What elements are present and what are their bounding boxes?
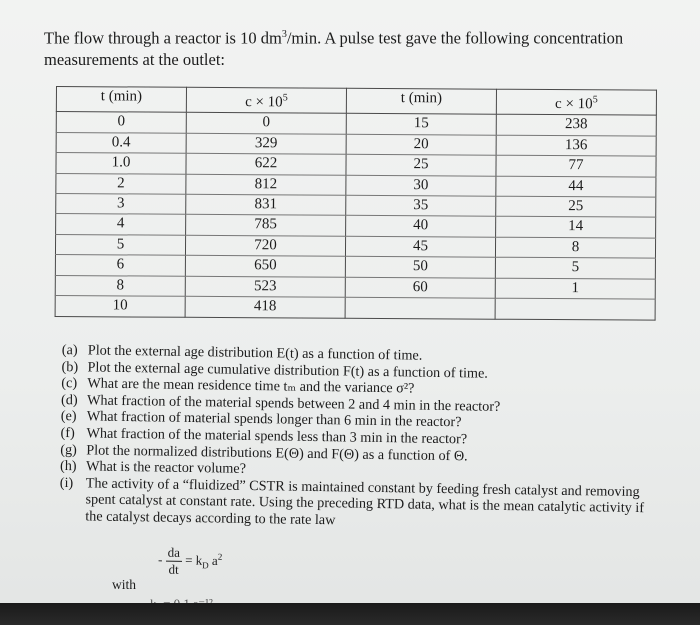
bottom-shadow-bar [0, 603, 700, 625]
question-label: (g) [60, 441, 77, 458]
question-text: Plot the external age cumulative distribution F(t) as a function of time. [87, 359, 488, 382]
table-cell: 10 [55, 296, 185, 318]
table-cell: 14 [496, 217, 656, 238]
table-cell: 6 [55, 255, 185, 276]
table-cell: 4 [56, 214, 186, 235]
eq-numerator: da [166, 545, 183, 562]
table-cell: 60 [345, 277, 495, 298]
with-label: with [112, 577, 137, 592]
table-cell: 418 [185, 296, 345, 318]
table-cell: 20 [346, 134, 496, 155]
rate-law-equation: - $\frac{da}{dt}$ = $k_D$ $a^2$ [157, 544, 223, 577]
table-cell: 1.0 [56, 153, 186, 174]
intro-line1-end: /min. A pulse test gave the following concentration [286, 28, 624, 48]
concentration-table [55, 86, 657, 321]
table-cell: 5 [495, 257, 655, 278]
header-time-1: t (min) [56, 87, 186, 113]
table-cell: 35 [346, 195, 496, 216]
table-cell: 523 [185, 276, 345, 297]
question-text: What fraction of material spends longer than 6 min in the reactor? [86, 408, 462, 431]
question-text: What fraction of the material spends between 2 and 4 min in the reactor? [86, 392, 501, 415]
table-cell: 50 [345, 257, 495, 278]
question-text: The activity of a “fluidized” CSTR is maintained constant by feeding fresh catalyst and removing spent catalyst at constant rate. Using the preceding RTD data, what is the mean catalytic activity if the catalyst decays according to the rate law [85, 475, 645, 529]
question-label: (c) [61, 375, 78, 392]
table-cell: 136 [496, 135, 656, 156]
table-cell [345, 297, 495, 319]
table-cell: 8 [495, 237, 655, 258]
table-header-row [56, 87, 656, 116]
question-text: What fraction of the material spends less than 3 min in the reactor? [86, 425, 468, 448]
question-text: What is the reactor volume? [85, 458, 247, 478]
table-cell: 3 [56, 194, 186, 215]
question-label: (i) [59, 474, 74, 491]
table-cell [495, 298, 655, 320]
table-cell: 15 [346, 114, 496, 135]
table-cell: 0.4 [56, 132, 186, 153]
table-cell: 650 [185, 256, 345, 277]
problem-intro [44, 24, 664, 70]
table-cell: 40 [346, 216, 496, 237]
intro-line1: The flow through a reactor is 10 dm [44, 28, 282, 48]
question-label: (f) [60, 424, 75, 442]
table-cell: 25 [496, 196, 656, 217]
table-cell: 0 [56, 112, 186, 133]
question-label: (h) [59, 458, 77, 475]
header-conc-2: $c \times 10^5$ [496, 89, 656, 115]
question-item [59, 475, 660, 534]
table-cell: 785 [186, 215, 346, 236]
table-cell: 5 [55, 234, 185, 255]
table-cell: 1 [495, 278, 655, 299]
table-cell: 30 [346, 175, 496, 196]
table-cell: 44 [496, 176, 656, 197]
eq-denominator: dt [168, 561, 179, 577]
table-cell: 0 [186, 113, 346, 134]
table-cell: 329 [186, 133, 346, 154]
question-label: (b) [61, 358, 79, 375]
question-label: (a) [61, 342, 78, 359]
question-text: What are the mean residence time tₘ and the variance σ²? [87, 375, 415, 397]
question-text: Plot the normalized distributions E(Θ) and F(Θ) as a function of Θ. [86, 441, 468, 464]
table-cell: 622 [186, 154, 346, 175]
intro-line2: measurements at the outlet: [44, 49, 225, 69]
table-cell: 2 [56, 173, 186, 194]
table-cell: 812 [186, 174, 346, 195]
question-label: (d) [60, 391, 78, 409]
question-list [59, 342, 662, 534]
intro-unit-exponent: 3 [281, 29, 287, 40]
header-time-2: t (min) [346, 88, 496, 114]
table-cell: 720 [185, 235, 345, 256]
table-cell: 45 [345, 236, 495, 257]
table-cell: 831 [186, 194, 346, 215]
table-cell: 77 [496, 155, 656, 176]
table-cell: 25 [346, 154, 496, 175]
table-cell: 8 [55, 275, 185, 296]
question-label: (e) [60, 408, 77, 425]
table-cell: 238 [496, 115, 656, 136]
table-row [55, 296, 655, 321]
question-text: Plot the external age distribution E(t) as a function of time. [87, 342, 423, 364]
header-conc-1: $c \times 10^5$ [186, 87, 346, 113]
